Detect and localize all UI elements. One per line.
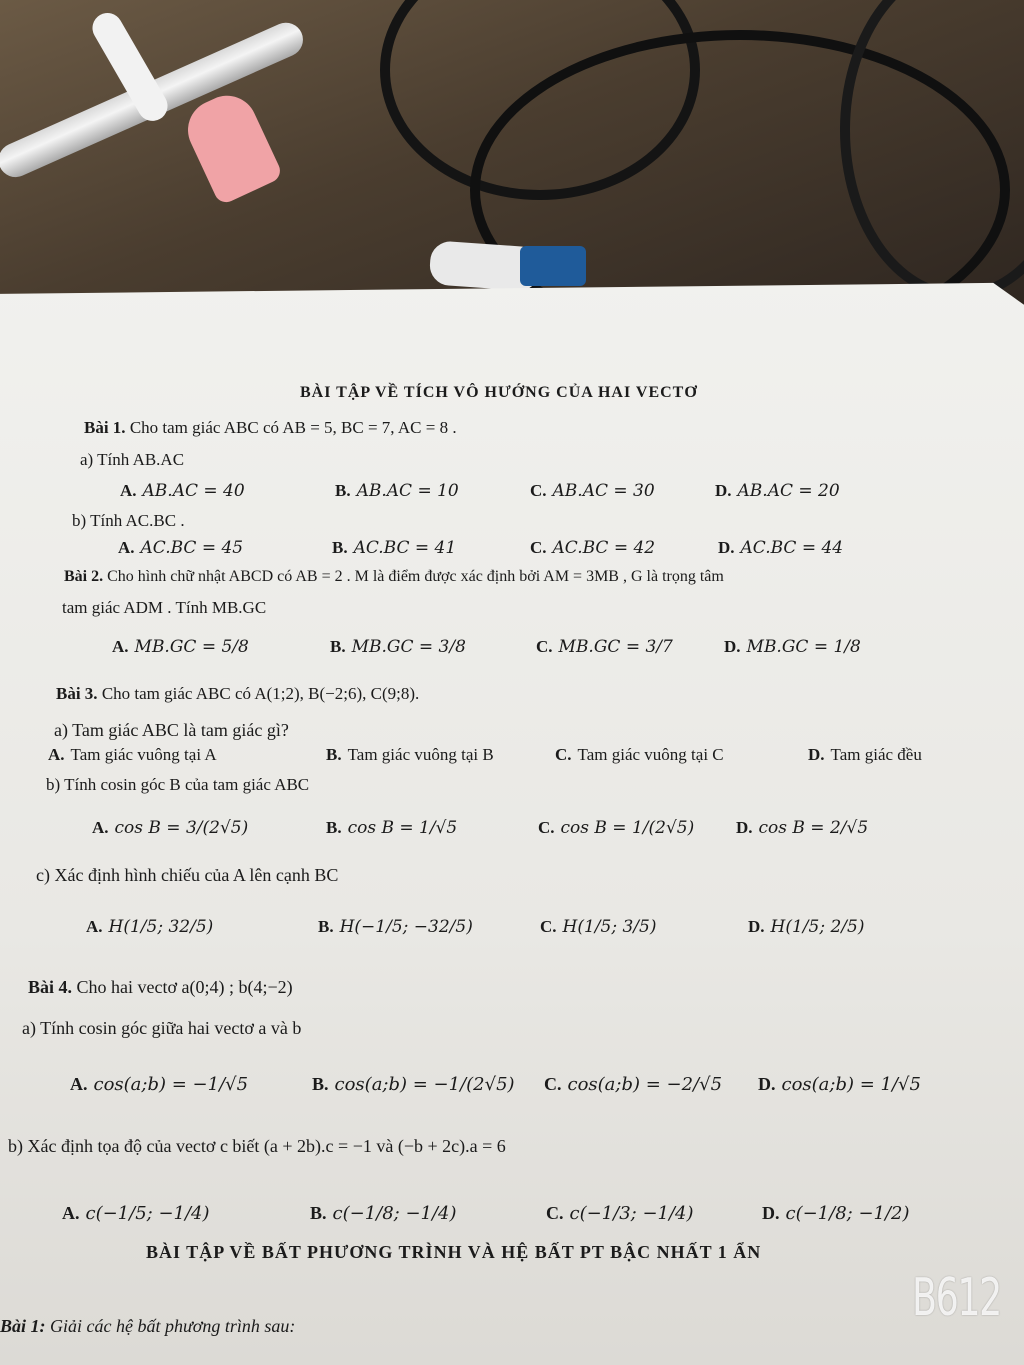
bai3-text: Cho tam giác ABC có A(1;2), B(−2;6), C(9;8). bbox=[101, 684, 420, 703]
bai3-b-option-d bbox=[736, 818, 868, 838]
option-letter: C. bbox=[546, 1203, 564, 1223]
bai1-b-option-b bbox=[332, 538, 456, 558]
bai4-heading: Bài 4. bbox=[28, 977, 73, 997]
bai3-c-option-a bbox=[86, 917, 213, 937]
bai1-b-option-d bbox=[718, 538, 843, 558]
option-text: AB.AC = 30 bbox=[552, 481, 655, 501]
bai3-c-option-d bbox=[748, 917, 864, 937]
bai1-b-option-a bbox=[118, 538, 243, 558]
option-text: cos B = 2/√5 bbox=[758, 818, 869, 838]
bai2-option-a bbox=[112, 637, 249, 657]
bai4-b-option-d bbox=[762, 1203, 910, 1224]
option-text: cos(a;b) = −1/√5 bbox=[93, 1074, 249, 1095]
bai1b-statement bbox=[0, 1316, 295, 1337]
option-text: MB.GC = 5/8 bbox=[134, 637, 249, 657]
option-text: cos B = 1/√5 bbox=[347, 818, 458, 838]
option-letter: A. bbox=[112, 637, 129, 656]
bai3-c-label: c) Xác định hình chiếu của A lên cạnh BC bbox=[36, 865, 339, 885]
bai3-a-option-d bbox=[808, 745, 922, 765]
option-text: Tam giác đều bbox=[830, 745, 922, 764]
bai1-statement bbox=[84, 418, 457, 438]
option-letter: C. bbox=[536, 637, 553, 656]
option-letter: C. bbox=[544, 1074, 562, 1094]
bai3-a-label: a) Tam giác ABC là tam giác gì? bbox=[54, 720, 289, 740]
bai3-c-option-c bbox=[540, 917, 656, 937]
option-text: H(1/5; 3/5) bbox=[562, 917, 657, 937]
bai2-option-c bbox=[536, 637, 673, 657]
option-letter: C. bbox=[540, 917, 557, 936]
option-letter: C. bbox=[555, 745, 572, 764]
option-text: H(−1/5; −32/5) bbox=[339, 917, 473, 937]
option-letter: A. bbox=[118, 538, 135, 557]
option-text: H(1/5; 2/5) bbox=[770, 917, 865, 937]
option-letter: D. bbox=[718, 538, 735, 557]
bai1-b-label: b) Tính AC.BC . bbox=[72, 511, 185, 530]
option-text: MB.GC = 1/8 bbox=[746, 637, 861, 657]
option-letter: A. bbox=[92, 818, 109, 837]
bai4-a-option-a bbox=[70, 1074, 248, 1095]
bai1b-text: Giải các hệ bất phương trình sau: bbox=[50, 1316, 296, 1336]
bai1-b-option-c bbox=[530, 538, 655, 558]
bai1-a-option-a bbox=[120, 481, 245, 501]
bai1-text: Cho tam giác ABC có AB = 5, BC = 7, AC = 8 . bbox=[129, 418, 457, 437]
section-title-2: BÀI TẬP VỀ BẤT PHƯƠNG TRÌNH VÀ HỆ BẤT PT BẬC NHẤT 1 ẨN bbox=[146, 1242, 762, 1262]
option-text: AC.BC = 42 bbox=[552, 538, 656, 558]
bai3-heading: Bài 3. bbox=[56, 684, 98, 703]
bai1-a-option-c bbox=[530, 481, 655, 501]
option-text: cos B = 3/(2√5) bbox=[114, 818, 249, 838]
bai4-a-option-b bbox=[312, 1074, 515, 1095]
bai2-option-b bbox=[330, 637, 466, 657]
bai3-b-option-a bbox=[92, 818, 248, 838]
option-letter: A. bbox=[86, 917, 103, 936]
bai4-b-option-c bbox=[546, 1203, 694, 1224]
option-letter: D. bbox=[748, 917, 765, 936]
bai3-a-option-a bbox=[48, 745, 217, 765]
option-letter: A. bbox=[48, 745, 65, 764]
option-letter: B. bbox=[310, 1203, 327, 1223]
bai4-a-label: a) Tính cosin góc giữa hai vectơ a và b bbox=[22, 1018, 302, 1038]
option-letter: B. bbox=[330, 637, 346, 656]
option-text: AC.BC = 44 bbox=[740, 538, 844, 558]
option-text: Tam giác vuông tại A bbox=[70, 745, 217, 764]
option-text: cos(a;b) = 1/√5 bbox=[781, 1074, 921, 1095]
option-text: c(−1/8; −1/2) bbox=[785, 1203, 910, 1224]
option-letter: B. bbox=[318, 917, 334, 936]
option-letter: A. bbox=[62, 1203, 80, 1223]
option-text: cos(a;b) = −1/(2√5) bbox=[334, 1074, 515, 1095]
option-letter: D. bbox=[758, 1074, 776, 1094]
worksheet-title: BÀI TẬP VỀ TÍCH VÔ HƯỚNG CỦA HAI VECTƠ bbox=[300, 384, 698, 401]
option-letter: B. bbox=[335, 481, 351, 500]
bai3-a-option-b bbox=[326, 745, 494, 765]
option-letter: D. bbox=[736, 818, 753, 837]
option-text: AC.BC = 45 bbox=[140, 538, 244, 558]
bai4-b-label: b) Xác định tọa độ của vectơ c biết (a + 2b).c = −1 và (−b + 2c).a = 6 bbox=[8, 1136, 506, 1156]
bai4-text: Cho hai vectơ a(0;4) ; b(4;−2) bbox=[76, 977, 293, 997]
bai1-a-option-d bbox=[715, 481, 840, 501]
bai3-c-option-b bbox=[318, 917, 473, 937]
bai3-b-option-c bbox=[538, 818, 694, 838]
option-text: H(1/5; 32/5) bbox=[108, 917, 214, 937]
bai4-a-option-c bbox=[544, 1074, 722, 1095]
option-letter: A. bbox=[120, 481, 137, 500]
option-text: AB.AC = 10 bbox=[356, 481, 459, 501]
option-letter: D. bbox=[808, 745, 825, 764]
bai3-b-label: b) Tính cosin góc B của tam giác ABC bbox=[46, 775, 310, 794]
bai2-text: Cho hình chữ nhật ABCD có AB = 2 . M là điểm được xác định bởi AM = 3MB , G là trọng tâm bbox=[107, 568, 724, 585]
option-text: Tam giác vuông tại C bbox=[577, 745, 724, 764]
option-letter: B. bbox=[326, 818, 342, 837]
option-letter: C. bbox=[530, 481, 547, 500]
bai1-heading: Bài 1. bbox=[84, 418, 126, 437]
option-text: c(−1/5; −1/4) bbox=[85, 1203, 210, 1224]
bai4-b-option-a bbox=[62, 1203, 210, 1224]
bai3-b-option-b bbox=[326, 818, 457, 838]
option-text: AC.BC = 41 bbox=[353, 538, 457, 558]
bai2-option-d bbox=[724, 637, 861, 657]
bai3-statement bbox=[56, 684, 419, 704]
option-letter: D. bbox=[715, 481, 732, 500]
blue-plug bbox=[520, 246, 586, 286]
option-text: Tam giác vuông tại B bbox=[347, 745, 494, 764]
b612-watermark: B612 bbox=[912, 1268, 1001, 1328]
option-text: AB.AC = 20 bbox=[737, 481, 840, 501]
bai1b-heading: Bài 1: bbox=[0, 1316, 46, 1336]
option-letter: B. bbox=[326, 745, 342, 764]
option-text: MB.GC = 3/8 bbox=[351, 637, 466, 657]
bai2-statement bbox=[64, 568, 724, 586]
option-letter: B. bbox=[312, 1074, 329, 1094]
bai1-a-option-b bbox=[335, 481, 459, 501]
option-text: cos(a;b) = −2/√5 bbox=[567, 1074, 723, 1095]
option-text: c(−1/8; −1/4) bbox=[332, 1203, 457, 1224]
bai4-a-option-d bbox=[758, 1074, 921, 1095]
option-text: c(−1/3; −1/4) bbox=[569, 1203, 694, 1224]
option-letter: B. bbox=[332, 538, 348, 557]
option-letter: C. bbox=[530, 538, 547, 557]
option-text: MB.GC = 3/7 bbox=[558, 637, 673, 657]
option-letter: C. bbox=[538, 818, 555, 837]
bai2-statement-cont: tam giác ADM . Tính MB.GC bbox=[62, 598, 267, 617]
bai3-a-option-c bbox=[555, 745, 724, 765]
bai1-a-label: a) Tính AB.AC bbox=[80, 450, 185, 469]
bai4-statement bbox=[28, 977, 293, 998]
option-text: cos B = 1/(2√5) bbox=[560, 818, 695, 838]
option-letter: D. bbox=[762, 1203, 780, 1223]
bai4-b-option-b bbox=[310, 1203, 457, 1224]
bai2-heading: Bài 2. bbox=[64, 568, 104, 585]
option-letter: D. bbox=[724, 637, 741, 656]
option-letter: A. bbox=[70, 1074, 88, 1094]
option-text: AB.AC = 40 bbox=[142, 481, 245, 501]
